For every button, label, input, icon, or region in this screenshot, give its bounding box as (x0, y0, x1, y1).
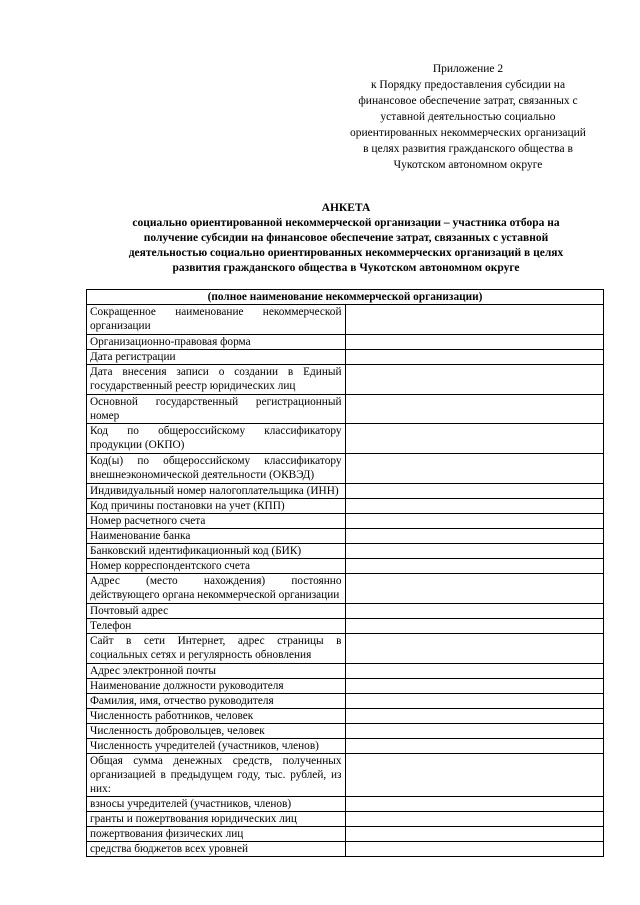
row-value-field[interactable] (345, 484, 604, 499)
row-value-field[interactable] (345, 842, 604, 857)
row-label: Фамилия, имя, отчество руководителя (87, 694, 346, 709)
table-row (87, 619, 604, 634)
row-value-field[interactable] (345, 724, 604, 739)
table-row (87, 454, 604, 484)
row-label: пожертвования физических лиц (87, 827, 346, 842)
form-heading: АНКЕТА (321, 202, 371, 214)
table-row (87, 395, 604, 424)
org-full-name-header: (полное наименование некоммерческой организации) (87, 290, 604, 305)
row-label: Основной государственный регистрационный номер (87, 395, 346, 424)
form-subtitle-line: получение субсидии на финансовое обеспечение затрат, связанных с уставной (143, 232, 549, 244)
row-value-field[interactable] (345, 679, 604, 694)
row-label: Код по общероссийскому классификатору продукции (ОКПО) (87, 424, 346, 454)
table-row (87, 574, 604, 604)
row-label: Адрес электронной почты (87, 664, 346, 679)
row-label: средства бюджетов всех уровней (87, 842, 346, 857)
table-row (87, 754, 604, 797)
table-row (87, 694, 604, 709)
row-value-field[interactable] (345, 754, 604, 797)
row-value-field[interactable] (345, 739, 604, 754)
table-row (87, 664, 604, 679)
appendix-line: в целях развития гражданского общества в (363, 143, 573, 155)
table-row (87, 529, 604, 544)
table-row (87, 812, 604, 827)
row-label: Организационно-правовая форма (87, 335, 346, 350)
appendix-block (332, 61, 604, 173)
table-row (87, 305, 604, 335)
table-row (87, 842, 604, 857)
table-row (87, 365, 604, 395)
table-header-row (87, 290, 604, 305)
row-label: Сокращенное наименование некоммерческой организации (87, 305, 346, 335)
row-value-field[interactable] (345, 634, 604, 664)
row-value-field[interactable] (345, 335, 604, 350)
appendix-line: Чукотском автономном округе (393, 159, 543, 171)
row-label: Код причины постановки на учет (КПП) (87, 499, 346, 514)
row-value-field[interactable] (345, 574, 604, 604)
appendix-line: финансовое обеспечение затрат, связанных с (358, 95, 578, 107)
table-row (87, 544, 604, 559)
row-value-field[interactable] (345, 499, 604, 514)
row-value-field[interactable] (345, 797, 604, 812)
table-row (87, 724, 604, 739)
row-value-field[interactable] (345, 529, 604, 544)
row-label: Номер корреспондентского счета (87, 559, 346, 574)
row-value-field[interactable] (345, 827, 604, 842)
row-value-field[interactable] (345, 514, 604, 529)
appendix-line: уставной деятельностью социально (380, 111, 556, 123)
row-value-field[interactable] (345, 454, 604, 484)
row-label: Наименование банка (87, 529, 346, 544)
row-label: Номер расчетного счета (87, 514, 346, 529)
table-row (87, 350, 604, 365)
table-row (87, 335, 604, 350)
row-label: Сайт в сети Интернет, адрес страницы в социальных сетях и регулярность обновления (87, 634, 346, 664)
row-label: взносы учредителей (участников, членов) (87, 797, 346, 812)
table-row (87, 827, 604, 842)
table-row (87, 484, 604, 499)
table-row (87, 424, 604, 454)
table-row (87, 679, 604, 694)
form-title (90, 201, 602, 276)
table-row (87, 797, 604, 812)
row-label: Почтовый адрес (87, 604, 346, 619)
row-value-field[interactable] (345, 604, 604, 619)
row-label: Наименование должности руководителя (87, 679, 346, 694)
row-value-field[interactable] (345, 305, 604, 335)
form-subtitle-line: деятельностью социально ориентированных некоммерческих организаций в целях (128, 247, 564, 259)
row-label: Численность добровольцев, человек (87, 724, 346, 739)
appendix-line: ориентированных некоммерческих организаций (350, 127, 586, 139)
row-label: Банковский идентификационный код (БИК) (87, 544, 346, 559)
row-value-field[interactable] (345, 709, 604, 724)
table-row (87, 514, 604, 529)
row-label: Дата регистрации (87, 350, 346, 365)
form-subtitle-line: социально ориентированной некоммерческой организации – участника отбора на (132, 217, 560, 229)
row-label: Адрес (место нахождения) постоянно действующего органа некоммерческой организации (87, 574, 346, 604)
row-label: Код(ы) по общероссийскому классификатору внешнеэкономической деятельности (ОКВЭД) (87, 454, 346, 484)
row-label: Дата внесения записи о создании в Единый государственный реестр юридических лиц (87, 365, 346, 395)
row-value-field[interactable] (345, 619, 604, 634)
table-row (87, 709, 604, 724)
row-label: Численность учредителей (участников, членов) (87, 739, 346, 754)
row-value-field[interactable] (345, 664, 604, 679)
table-row (87, 604, 604, 619)
row-value-field[interactable] (345, 350, 604, 365)
row-value-field[interactable] (345, 424, 604, 454)
table-row (87, 739, 604, 754)
row-value-field[interactable] (345, 544, 604, 559)
row-value-field[interactable] (345, 559, 604, 574)
table-row (87, 634, 604, 664)
row-value-field[interactable] (345, 395, 604, 424)
row-label: Численность работников, человек (87, 709, 346, 724)
row-label: гранты и пожертвования юридических лиц (87, 812, 346, 827)
row-label: Общая сумма денежных средств, полученных организацией в предыдущем году, тыс. рублей, из них: (87, 754, 346, 797)
table-row (87, 559, 604, 574)
row-value-field[interactable] (345, 812, 604, 827)
row-value-field[interactable] (345, 365, 604, 395)
appendix-line: к Порядку предоставления субсидии на (370, 79, 566, 91)
row-label: Телефон (87, 619, 346, 634)
row-value-field[interactable] (345, 694, 604, 709)
table-row (87, 499, 604, 514)
form-subtitle-line: развития гражданского общества в Чукотском автономном округе (172, 262, 520, 274)
row-label: Индивидуальный номер налогоплательщика (ИНН) (87, 484, 346, 499)
appendix-line: Приложение 2 (432, 63, 504, 75)
questionnaire-table (86, 289, 604, 857)
